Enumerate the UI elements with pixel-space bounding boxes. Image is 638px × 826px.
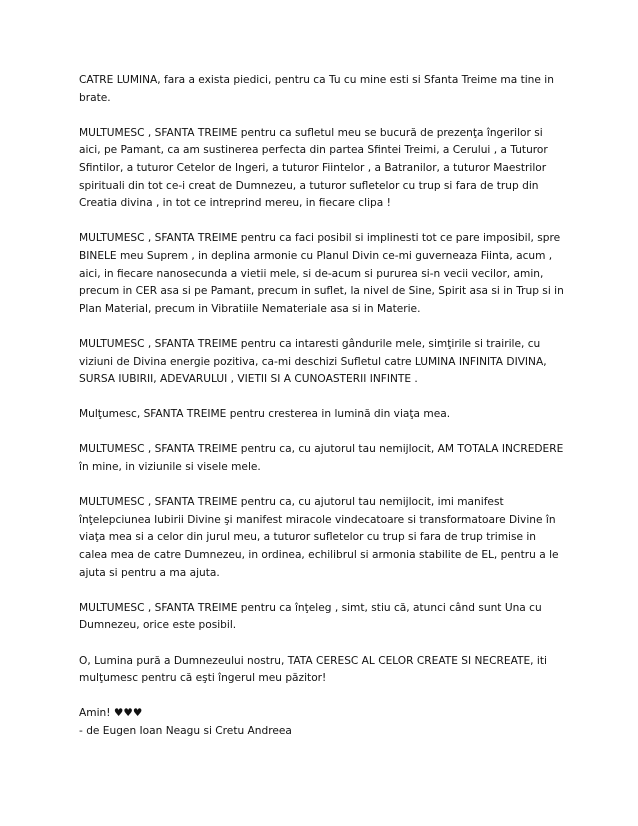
paragraph-gratitude-2: MULTUMESC , SFANTA TREIME pentru ca faci posibil si implinesti tot ce pare imposibil, spre BINELE meu Suprem , in deplina armonie cu Planul Divin ce-mi guverneaza Fiinta, acum , aici, in fiecare nanosecunda a vietii mele, si de-acum si pururea si-n vecii vecilor, amin, precum in CER asa si pe Pamant, precum in suflet, la nivel de Sine, Spirit asa si in Trup si in Plan Material, precum in Vibratiile Nemateriale asa si in Materie.: [79, 232, 564, 315]
paragraph-intro: CATRE LUMINA, fara a exista piedici, pentru ca Tu cu mine esti si Sfanta Treime ma tine in brate.: [79, 74, 554, 104]
paragraph-gratitude-3: MULTUMESC , SFANTA TREIME pentru ca intaresti gândurile mele, simţirile si trairile, cu viziuni de Divina energie pozitiva, ca-mi deschizi Sufletul catre LUMINA INFINITA DIVINA, SURSA IUBIRII, ADEVARULUI , VIETII SI A CUNOASTERII INFINTE .: [79, 337, 547, 386]
paragraph-prayer: O, Lumina pură a Dumnezeului nostru, TATA CERESC AL CELOR CREATE SI NECREATE, iti mulţumesc pentru că eşti îngerul meu păzitor!: [79, 654, 547, 685]
document-body: [79, 72, 565, 741]
closing-block: [79, 705, 565, 740]
paragraph-gratitude-4: Mulţumesc, SFANTA TREIME pentru cresterea in lumină din viaţa mea.: [79, 408, 451, 421]
closing-amen: Amin! ♥♥♥: [79, 707, 143, 720]
author-line: - de Eugen Ioan Neagu si Cretu Andreea: [79, 724, 292, 737]
paragraph-gratitude-7: MULTUMESC , SFANTA TREIME pentru ca înţeleg , simt, stiu că, atunci când sunt Una cu Dumnezeu, orice este posibil.: [79, 601, 542, 632]
paragraph-gratitude-1: MULTUMESC , SFANTA TREIME pentru ca sufletul meu se bucură de prezenţa îngerilor si aici, pe Pamant, ca am sustinerea perfecta din partea Sfintei Treimi, a Cerului , a Tuturor Sfintilor, a tuturor Cetelor de Ingeri, a tuturor Fiintelor , a Batranilor, a tuturor Maestrilor spirituali din tot ce-i creat de Dumnezeu, a tuturor sufletelor cu trup si fara de trup din Creatia divina , in tot ce intreprind mereu, in fiecare clipa !: [79, 126, 548, 210]
paragraph-gratitude-6: MULTUMESC , SFANTA TREIME pentru ca, cu ajutorul tau nemijlocit, imi manifest înţelepciunea Iubirii Divine şi manifest miracole vindecatoare si transformatoare Divine în viaţa mea si a celor din jurul meu, a tuturor sufletelor cu trup si fara de trup trimise in calea mea de catre Dumnezeu, in ordinea, echilibrul si armonia stabilite de EL, pentru a le ajuta si pentru a ma ajuta.: [79, 496, 559, 579]
paragraph-gratitude-5: MULTUMESC , SFANTA TREIME pentru ca, cu ajutorul tau nemijlocit, AM TOTALA INCREDERE în mine, in viziunile si visele mele.: [79, 443, 564, 474]
